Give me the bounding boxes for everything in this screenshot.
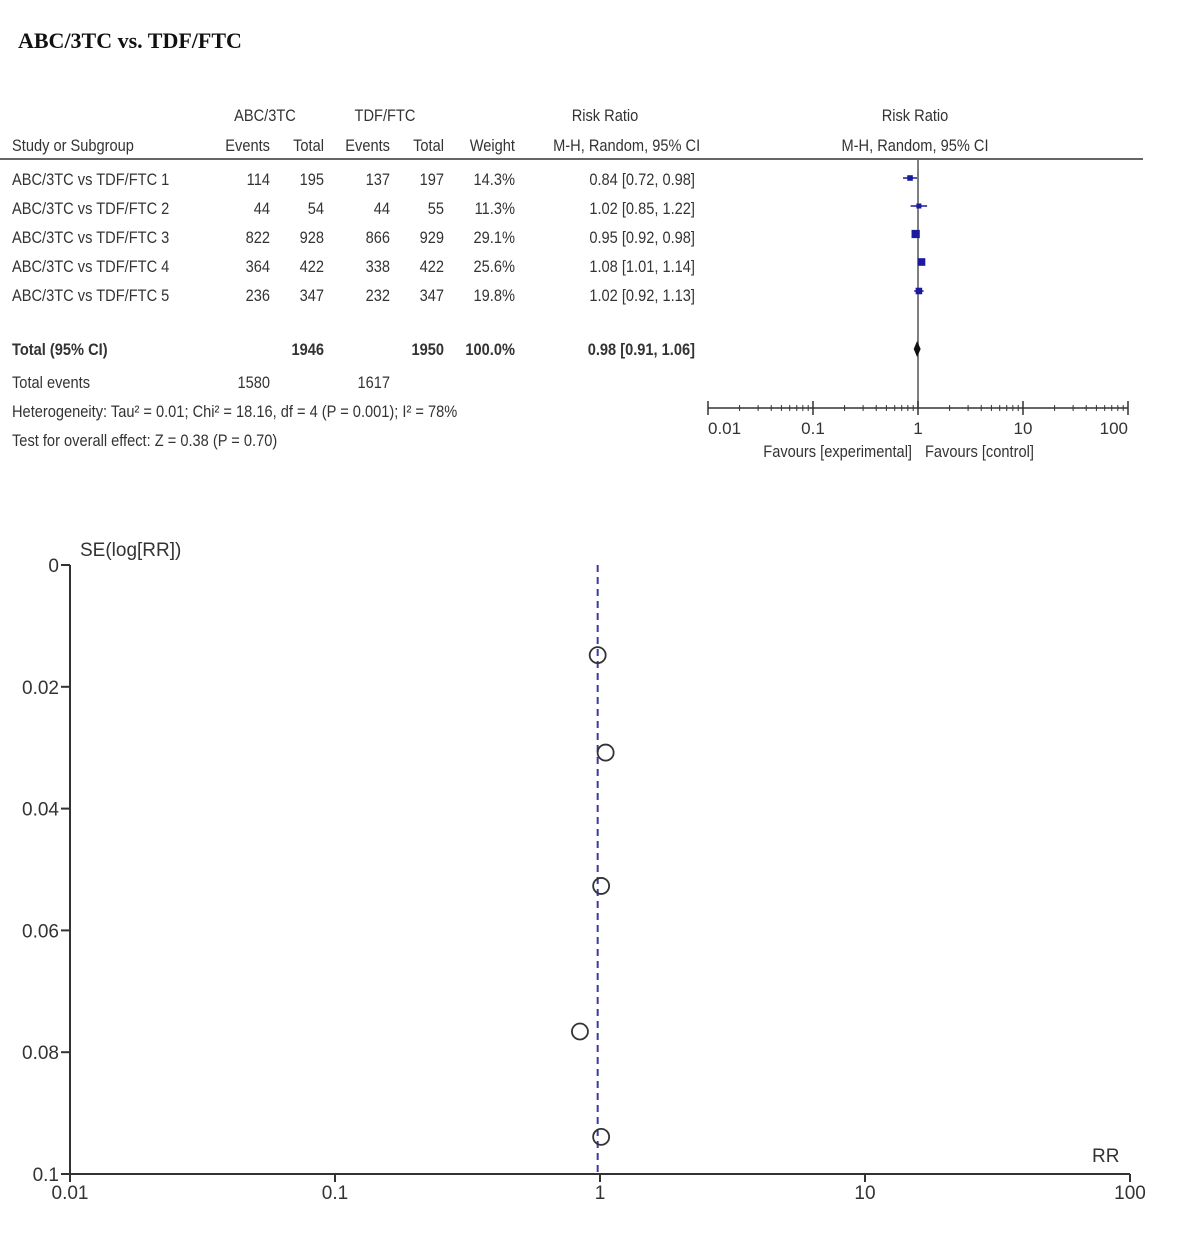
study-events2: 232 — [365, 286, 390, 305]
study-total1: 347 — [299, 286, 324, 305]
study-weight: 11.3% — [474, 199, 515, 218]
events2-header: Events — [345, 136, 390, 155]
plot-header-title: Risk Ratio — [881, 106, 949, 125]
study-ci: 1.02 [0.85, 1.22] — [589, 199, 695, 218]
study-total2: 347 — [419, 286, 444, 305]
funnel-study-point — [590, 647, 606, 663]
rr-header-title: Risk Ratio — [571, 106, 639, 125]
study-total2: 197 — [419, 170, 444, 189]
forest-study-square — [907, 175, 913, 181]
funnel-x-tick-label: 100 — [1114, 1183, 1146, 1204]
funnel-x-tick-label: 1 — [594, 1183, 606, 1204]
funnel-study-point — [572, 1023, 588, 1039]
funnel-x-tick-label: 0.01 — [51, 1183, 89, 1204]
study-total2: 422 — [419, 257, 444, 276]
funnel-y-tick-label: 0.06 — [22, 921, 59, 943]
forest-marks — [708, 160, 1128, 438]
events1-header: Events — [225, 136, 270, 155]
study-ci: 1.02 [0.92, 1.13] — [589, 286, 695, 305]
funnel-y-tick-label: 0.04 — [22, 799, 59, 821]
total-total1: 1946 — [291, 340, 324, 359]
study-name: ABC/3TC vs TDF/FTC 3 — [12, 228, 170, 247]
total-events-label: Total events — [12, 373, 91, 392]
study-events2: 44 — [373, 199, 390, 218]
figure-title: ABC/3TC vs. TDF/FTC — [18, 28, 242, 53]
funnel-xlabel: RR — [1092, 1146, 1120, 1167]
study-total2: 55 — [427, 199, 444, 218]
study-name: ABC/3TC vs TDF/FTC 2 — [12, 199, 170, 218]
study-events2: 137 — [365, 170, 390, 189]
weight-header: Weight — [469, 136, 515, 155]
study-name: ABC/3TC vs TDF/FTC 4 — [12, 257, 170, 276]
study-total2: 929 — [419, 228, 444, 247]
study-total1: 928 — [299, 228, 324, 247]
funnel-study-point — [593, 1129, 609, 1145]
study-column-header: Study or Subgroup — [12, 136, 134, 155]
forest-study-square — [918, 258, 926, 266]
study-events1: 236 — [245, 286, 270, 305]
study-total1: 195 — [299, 170, 324, 189]
study-weight: 25.6% — [473, 257, 515, 276]
study-events1: 114 — [246, 170, 270, 189]
funnel-y-tick-label: 0.1 — [32, 1165, 59, 1186]
forest-plot — [0, 0, 1181, 470]
forest-x-tick-label: 10 — [1013, 419, 1033, 438]
group1-header: ABC/3TC — [234, 106, 296, 125]
total-ci: 0.98 [0.91, 1.06] — [587, 340, 695, 359]
study-weight: 29.1% — [473, 228, 515, 247]
study-ci: 0.95 [0.92, 0.98] — [589, 228, 695, 247]
favours-experimental-label: Favours [experimental] — [763, 442, 912, 461]
study-total1: 54 — [307, 199, 324, 218]
funnel-y-tick-label: 0.08 — [22, 1043, 59, 1065]
total-events2: 1617 — [357, 373, 390, 392]
total2-header: Total — [413, 136, 444, 155]
study-events1: 364 — [245, 257, 270, 276]
study-name: ABC/3TC vs TDF/FTC 5 — [12, 286, 170, 305]
forest-x-tick-label: 1 — [913, 419, 923, 438]
total1-header: Total — [293, 136, 324, 155]
group2-header: TDF/FTC — [354, 106, 416, 125]
funnel-x-tick-label: 0.1 — [321, 1183, 349, 1204]
forest-x-tick-label: 0.01 — [708, 419, 742, 438]
plot-method-header: M-H, Random, 95% CI — [841, 136, 989, 155]
favours-control-label: Favours [control] — [925, 442, 1034, 461]
forest-study-square — [916, 288, 923, 295]
forest-study-square — [916, 203, 921, 208]
funnel-y-tick-label: 0.02 — [22, 677, 59, 699]
heterogeneity-text: Heterogeneity: Tau² = 0.01; Chi² = 18.16, df = 4 (P = 0.001); I² = 78% — [12, 402, 458, 421]
total-events1: 1580 — [237, 373, 270, 392]
funnel-study-point — [593, 878, 609, 894]
rr-method-header: M-H, Random, 95% CI — [553, 136, 701, 155]
funnel-ylabel: SE(log[RR]) — [80, 540, 182, 561]
study-events1: 822 — [245, 228, 270, 247]
study-ci: 0.84 [0.72, 0.98] — [589, 170, 695, 189]
forest-study-square — [912, 230, 920, 238]
forest-x-tick-label: 0.1 — [801, 419, 825, 438]
funnel-y-tick-label: 0 — [48, 556, 59, 577]
study-events1: 44 — [253, 199, 270, 218]
forest-pooled-diamond — [914, 341, 921, 357]
study-weight: 14.3% — [473, 170, 515, 189]
study-ci: 1.08 [1.01, 1.14] — [589, 257, 695, 276]
total-label: Total (95% CI) — [12, 340, 108, 359]
study-total1: 422 — [299, 257, 324, 276]
study-events2: 338 — [365, 257, 390, 276]
study-name: ABC/3TC vs TDF/FTC 1 — [12, 170, 170, 189]
funnel-x-tick-label: 10 — [854, 1183, 876, 1204]
funnel-study-point — [598, 745, 614, 761]
study-events2: 866 — [365, 228, 390, 247]
study-weight: 19.8% — [473, 286, 515, 305]
forest-x-tick-label: 100 — [1099, 419, 1128, 438]
total-weight: 100.0% — [465, 340, 515, 359]
total-total2: 1950 — [411, 340, 444, 359]
funnel-marks — [22, 556, 1146, 1204]
overall-effect-text: Test for overall effect: Z = 0.38 (P = 0.70) — [12, 431, 278, 450]
